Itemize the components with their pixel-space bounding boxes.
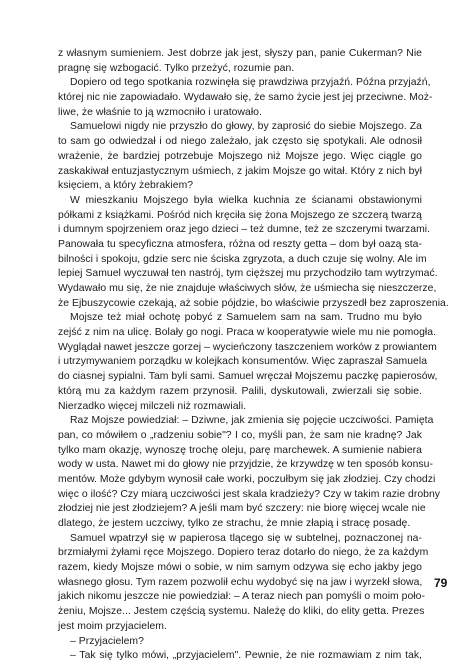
text-line: Raz Mojsze powiedział: – Dziwne, jak zmienia się pojęcie uczciwości. Pamięta [70,415,434,427]
text-line: z własnym sumieniem. Jest dobrze jak jest, słyszy pan, panie Cukerman? Nie [58,48,422,59]
text-line: więc o ilość? Czy miarą uczciwości jest skala kradzieży? Czy w takim razie drobny [58,488,441,500]
text-line: Wyglądał nawet jeszcze gorzej – wycieńczony taszczeniem worków z prowiantem [58,341,437,353]
text-line: tylko mam okazję, wynoszę trochę oleju, parę marchewek. A sumienie nabiera [58,444,422,456]
text-line: półkami z książkami. Pośród nich kręciła się żona Mojszego ze szczerą twarzą [58,209,422,221]
text-line: brzmiałymi żyłami ręce Mojszego. Dopiero teraz dotarło do niego, że za każdym [58,547,429,559]
text-line: dlatego, że jestem uczciwy, tylko ze strachu, że mnie złapią i stracę posadę. [58,518,411,529]
text-line: Dopiero od tego spotkania rozwinęła się prawdziwa przyjaźń. Późna przyjaźń, [70,77,431,89]
text-line: – Przyjacielem? [70,635,144,647]
text-line: Mojsze też miał ochotę pobyć z Samuelem sam na sam. Trudno mu było [70,312,422,324]
text-line: własnego głosu. Tym razem pozwolił echu wydobyć się na jaw i wyrzekł słowa, [58,576,423,588]
text-line: księciem, a który żebrakiem? [58,180,194,192]
text-line: złodziej nie jest złodziejem? A jeśli mam być szczery: nie biorę więcej wcale nie [58,503,426,515]
text-line: zejść z nim na ulicę. Bolały go nogi. Praca w kooperatywie wiele mu nie pomogła. [58,327,437,339]
text-line: mentów. Może gdybym wynosił całe worki, poczułbym się jak złodziej. Czy chodzi [58,473,436,485]
text-line: do ciasnej sypialni. Tam byli sami. Samuel wręczał Mojszemu paczkę papierosów, [58,371,438,383]
text-line: liwe, że właśnie to ją wzmocniło i uratowało. [58,106,262,118]
text-line: jakich nikomu jeszcze nie powiedział: – A teraz niech pan pomyśli o moim poło- [58,591,425,603]
text-line: to sam go odwiedzał i od niego zależało, jak często się spotykali. Ale odnosił [58,136,422,148]
text-line: Panowała tu specyficzna atmosfera, różna od reszty getta – dom był oazą sta- [58,238,422,250]
text-line: wrażenie, że bardziej potrzebuje Mojszego niż Mojsze jego. Więc ciągle go [58,150,422,162]
text-line: Samuelowi nigdy nie przyszło do głowy, by zaprosić do siebie Mojszego. Za [70,121,422,133]
text-line: którą mu za każdym razem przynosił. Palili, dyskutowali, zwierzali się sobie. [58,385,422,397]
text-line: że Ejbuszycowie czekają, aż sobie pójdzie, bo właściwie przyszedł bez zaproszenia. [58,297,449,309]
text-line: bilności i spokoju, gdzie serc nie ściska zgryzota, a duch czuje się wolny. Ale im [58,253,427,265]
text-line: żeniu, Mojsze... Jestem częścią systemu. Należę do kliki, do elity getta. Prezes [58,606,425,618]
text-line: i utrzymywaniem porządku w kolejkach konsumentów. Więc zapraszał Samuela [58,356,428,368]
text-line: Nierzadko więcej milczeli niż rozmawiali. [58,400,247,412]
text-line: jest moim przyjacielem. [58,620,167,632]
text-line: i dumnym spojrzeniem oraz jego dzieci – też dumne, też ze szczerymi twarzami. [58,224,431,236]
text-line: pragnę się wzbogacić. Tylko przeżyć, rozumie pan. [58,62,295,74]
text-line: Wydawało mu się, że nie znajduje właściwych słów, że uśmiecha się nieszczerze, [58,283,437,294]
text-line: Samuel wpatrzył się w papierosa tlącego się w subtelnej, poznaczonej na- [70,532,422,544]
page-number: 79 [434,576,448,590]
text-line: – Tak się tylko mówi, „przyjacielem". Pewnie, że nie rozmawiam z nim tak, [70,650,422,662]
text-line: której nic nie zapowiadało. Wydawało się, że samo życie jest jej przeciwne. Moż- [58,92,433,104]
text-line: lepiej Samuel wyczuwał ten nastrój, tym cięższej mu przychodziło tam wytrzymać. [58,268,438,280]
text-line: W mieszkaniu Mojszego była wielka kuchnia ze ścianami obstawionymi [70,194,422,206]
text-line: zaskakiwał entuzjastycznym uśmiech, z jakim Mojsze go witał. Który z nich był [58,165,422,177]
text-line: wody w usta. Nawet mi do głowy nie przyjdzie, że krzywdzę w ten sposób konsu- [58,459,433,471]
text-line: razem, kiedy Mojsze mówi o sobie, w nim samym odzywa się echo jakby jego [58,562,422,574]
text-line: pan, co mówiłem o „radzeniu sobie"? I co, myśli pan, że sam nie kradnę? Jak [58,429,422,441]
